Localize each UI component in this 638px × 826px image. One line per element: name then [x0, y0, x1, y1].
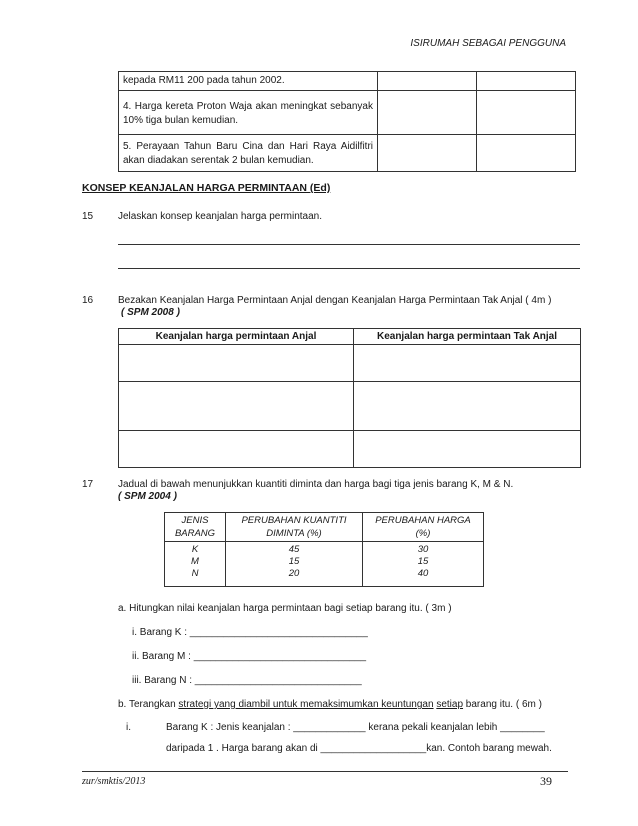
- table-cell: 15: [226, 556, 363, 568]
- answer-cell[interactable]: [477, 91, 576, 135]
- table-cell: M: [165, 556, 226, 568]
- part-b-text: barang itu. ( 6m ): [463, 699, 542, 710]
- footer-label: zur/smktis/2013: [82, 776, 146, 787]
- page-header-title: ISIRUMAH SEBAGAI PENGGUNA: [410, 38, 566, 49]
- table-cell: 15: [363, 556, 484, 568]
- answer-cell[interactable]: [378, 72, 477, 91]
- column-header: [226, 513, 363, 542]
- header-line: (%): [415, 528, 431, 539]
- header-line: PERUBAHAN HARGA: [375, 515, 471, 526]
- table-row: [119, 382, 581, 431]
- header-line: DIMINTA (%): [266, 528, 322, 539]
- table-row: [119, 135, 576, 172]
- section-title: KONSEP KEANJALAN HARGA PERMINTAAN (Ed): [82, 182, 331, 194]
- table-cell: kepada RM11 200 pada tahun 2002.: [119, 72, 378, 91]
- part-b-prompt: [118, 699, 542, 710]
- table-row: [165, 542, 484, 557]
- table-cell: 40: [363, 568, 484, 587]
- table-row: [119, 431, 581, 468]
- answer-cell[interactable]: [378, 135, 477, 172]
- question-source: ( SPM 2008 ): [121, 307, 180, 318]
- answer-cell[interactable]: [354, 431, 581, 468]
- comparison-table: [118, 328, 581, 468]
- column-header: [363, 513, 484, 542]
- question-text: Jelaskan konsep keanjalan harga permintaan.: [118, 211, 323, 222]
- data-table: [164, 512, 484, 587]
- part-b-item-number: i.: [126, 722, 131, 733]
- table-cell: 5. Perayaan Tahun Baru Cina dan Hari Raya Aidilfitri akan diadakan serentak 2 bulan kemudian.: [119, 135, 378, 172]
- question-number: 16: [82, 295, 94, 306]
- part-b-underlined: strategi yang diambil untuk memaksimumkan keuntungan: [178, 699, 434, 710]
- question-source: ( SPM 2004 ): [118, 491, 177, 502]
- page-number: 39: [540, 774, 552, 788]
- column-header: Keanjalan harga permintaan Anjal: [119, 329, 354, 345]
- answer-line[interactable]: [118, 244, 580, 245]
- part-a-prompt: a. Hitungkan nilai keanjalan harga permintaan bagi setiap barang itu. ( 3m ): [118, 603, 452, 614]
- part-b-underlined: setiap: [436, 699, 464, 710]
- question-text: Jadual di bawah menunjukkan kuantiti diminta dan harga bagi tiga jenis barang K, M & N.: [118, 479, 514, 490]
- table-row: [165, 556, 484, 568]
- part-a-item[interactable]: iii. Barang N : ______________________________: [132, 675, 362, 686]
- column-header: [165, 513, 226, 542]
- answer-line[interactable]: [118, 268, 580, 269]
- table-header-row: [165, 513, 484, 542]
- table-row: [165, 568, 484, 587]
- continuation-table: [118, 71, 576, 172]
- column-header: Keanjalan harga permintaan Tak Anjal: [354, 329, 581, 345]
- question-text: Bezakan Keanjalan Harga Permintaan Anjal dengan Keanjalan Harga Permintaan Tak Anjal ( 4m ): [118, 295, 552, 306]
- answer-cell[interactable]: [354, 382, 581, 431]
- part-b-text: b. Terangkan: [118, 699, 179, 710]
- answer-cell[interactable]: [354, 345, 581, 382]
- header-line: PERUBAHAN KUANTITI: [241, 515, 347, 526]
- footer-divider: [82, 771, 568, 772]
- part-b-item-line[interactable]: daripada 1 . Harga barang akan di ___________________kan. Contoh barang mewah.: [166, 743, 552, 754]
- answer-cell[interactable]: [119, 345, 354, 382]
- answer-cell[interactable]: [378, 91, 477, 135]
- table-row: [119, 345, 581, 382]
- question-number: 17: [82, 479, 94, 490]
- table-cell: K: [165, 542, 226, 557]
- part-b-item-line[interactable]: Barang K : Jenis keanjalan : _____________ kerana pekali keanjalan lebih ________: [166, 722, 545, 733]
- table-cell: 45: [226, 542, 363, 557]
- table-header-row: [119, 329, 581, 345]
- table-cell: 4. Harga kereta Proton Waja akan meningkat sebanyak 10% tiga bulan kemudian.: [119, 91, 378, 135]
- answer-cell[interactable]: [477, 72, 576, 91]
- table-cell: 20: [226, 568, 363, 587]
- answer-cell[interactable]: [119, 382, 354, 431]
- answer-cell[interactable]: [477, 135, 576, 172]
- header-line: JENIS: [181, 515, 209, 526]
- answer-cell[interactable]: [119, 431, 354, 468]
- part-a-item[interactable]: i. Barang K : ________________________________: [132, 627, 368, 638]
- question-number: 15: [82, 211, 94, 222]
- table-cell: 30: [363, 542, 484, 557]
- table-row: [119, 91, 576, 135]
- table-cell: N: [165, 568, 226, 587]
- part-a-item[interactable]: ii. Barang M : _______________________________: [132, 651, 367, 662]
- header-line: BARANG: [174, 528, 216, 539]
- table-row: [119, 72, 576, 91]
